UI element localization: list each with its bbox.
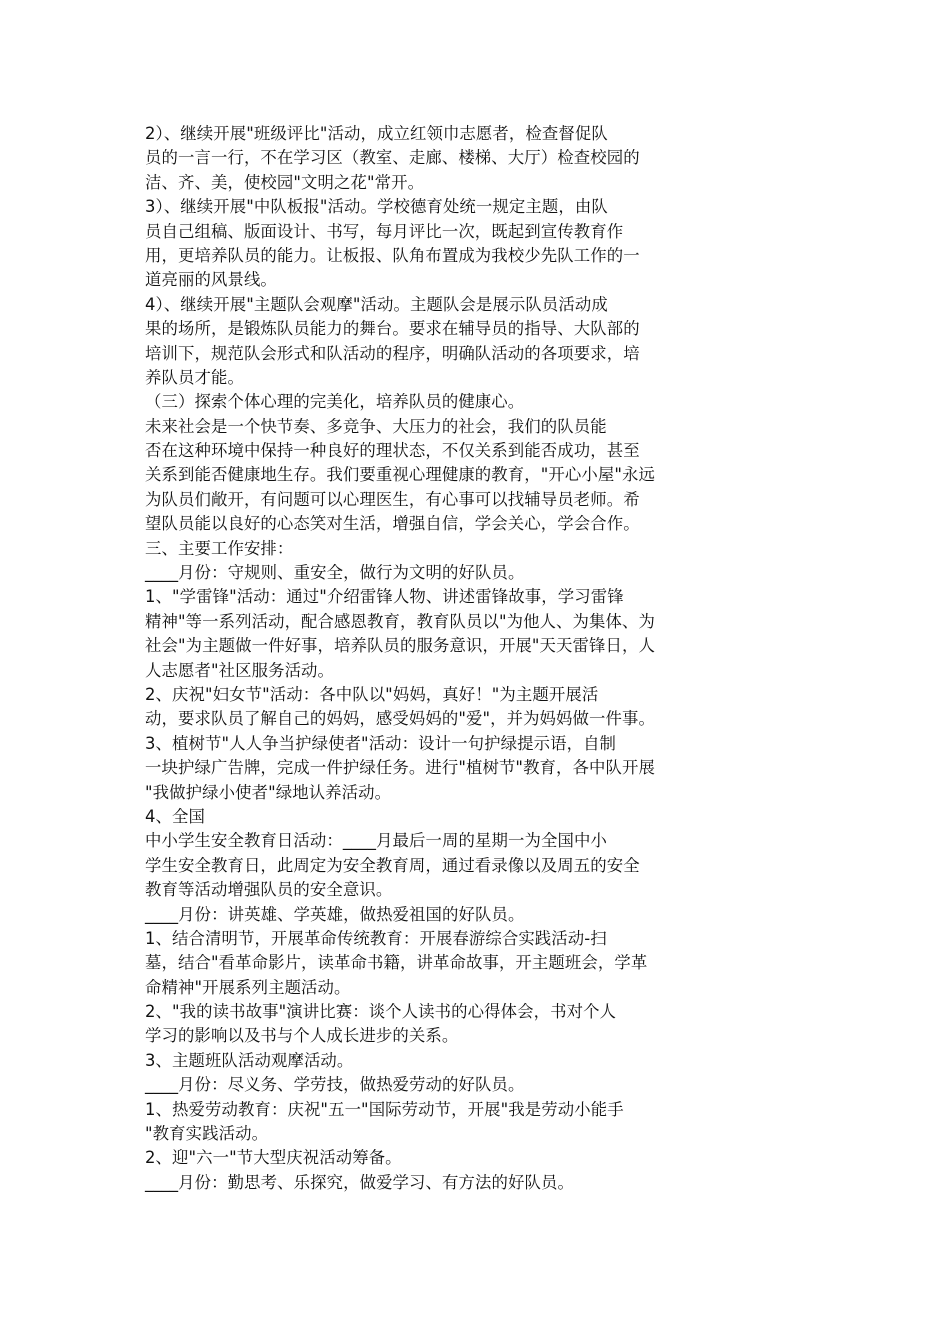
text-line: 命精神"开展系列主题活动。 (145, 977, 351, 997)
text-line: 果的场所，是锻炼队员能力的舞台。要求在辅导员的指导、大队部的 (145, 319, 640, 339)
text-line: 学生安全教育日，此周定为安全教育周，通过看录像以及周五的安全 (145, 855, 640, 875)
text-line: "我做护绿小使者"绿地认养活动。 (145, 782, 392, 802)
text-line: 1、结合清明节，开展革命传统教育：开展春游综合实践活动-扫 (145, 928, 607, 948)
text-line: 洁、齐、美，使校园"文明之花"常开。 (145, 172, 425, 192)
text-line: 墓，结合"看革命影片，读革命书籍，讲革命故事，开主题班会，学革 (145, 953, 648, 973)
text-line: 道亮丽的风景线。 (145, 270, 277, 290)
text-line: 2、"我的读书故事"演讲比赛：谈个人读书的心得体会，书对个人 (145, 1002, 617, 1022)
text-line: 用，更培养队员的能力。让板报、队角布置成为我校少先队工作的一 (145, 245, 640, 265)
text-line: 中小学生安全教育日活动：____月最后一周的星期一为全国中小 (145, 831, 607, 851)
text-line: 2、迎"六一"节大型庆祝活动筹备。 (145, 1148, 402, 1168)
text-line: 1、热爱劳动教育：庆祝"五一"国际劳动节，开展"我是劳动小能手 (145, 1099, 624, 1119)
text-line: 关系到能否健康地生存。我们要重视心理健康的教育，"开心小屋"永远 (145, 465, 655, 485)
text-line: 3）、继续开展"中队板报"活动。学校德育处统一规定主题，由队 (145, 197, 608, 217)
text-line: 3、植树节"人人争当护绿使者"活动：设计一句护绿提示语，自制 (145, 733, 617, 753)
document-body (145, 122, 755, 1195)
text-line: 一块护绿广告牌，完成一件护绿任务。进行"植树节"教育，各中队开展 (145, 758, 655, 778)
text-line: 为队员们敞开，有问题可以心理医生，有心事可以找辅导员老师。希 (145, 489, 640, 509)
text-line: 1、"学雷锋"活动：通过"介绍雷锋人物、讲述雷锋故事，学习雷锋 (145, 587, 624, 607)
text-line: 培训下，规范队会形式和队活动的程序，明确队活动的各项要求，培 (145, 343, 640, 363)
text-line: 3、主题班队活动观摩活动。 (145, 1050, 354, 1070)
text-line: 2、庆祝"妇女节"活动：各中队以"妈妈，真好！"为主题开展活 (145, 684, 599, 704)
text-line: 4）、继续开展"主题队会观摩"活动。主题队会是展示队员活动成 (145, 294, 608, 314)
text-line: "教育实践活动。 (145, 1124, 269, 1144)
month-heading: ____月份：尽义务、学劳技，做热爱劳动的好队员。 (145, 1075, 525, 1095)
text-line: 员自己组稿、版面设计、书写，每月评比一次，既起到宣传教育作 (145, 221, 624, 241)
month-heading: ____月份：讲英雄、学英雄，做热爱祖国的好队员。 (145, 904, 525, 924)
text-line: 社会"为主题做一件好事，培养队员的服务意识，开展"天天雷锋日，人 (145, 636, 655, 656)
month-heading: ____月份：勤思考、乐探究，做爱学习、有方法的好队员。 (145, 1172, 574, 1192)
text-line: 养队员才能。 (145, 367, 244, 387)
text-line: 人志愿者"社区服务活动。 (145, 660, 335, 680)
text-line: 员的一言一行，不在学习区（教室、走廊、楼梯、大厅）检查校园的 (145, 148, 640, 168)
text-line: 否在这种环境中保持一种良好的理状态，不仅关系到能否成功，甚至 (145, 441, 640, 461)
section-heading: 三、主要工作安排： (145, 538, 294, 558)
text-line: 4、全国 (145, 806, 205, 826)
text-line: 教育等活动增强队员的安全意识。 (145, 880, 393, 900)
text-line: 望队员能以良好的心态笑对生活，增强自信，学会关心，学会合作。 (145, 514, 640, 534)
text-line: 动，要求队员了解自己的妈妈，感受妈妈的"爱"，并为妈妈做一件事。 (145, 709, 655, 729)
text-line: 未来社会是一个快节奏、多竞争、大压力的社会，我们的队员能 (145, 416, 607, 436)
month-heading: ____月份：守规则、重安全，做行为文明的好队员。 (145, 563, 525, 583)
text-line: 精神"等一系列活动，配合感恩教育，教育队员以"为他人、为集体、为 (145, 611, 655, 631)
text-line: 学习的影响以及书与个人成长进步的关系。 (145, 1026, 459, 1046)
section-heading: （三）探索个体心理的完美化，培养队员的健康心。 (145, 392, 525, 412)
text-line: 2）、继续开展"班级评比"活动，成立红领巾志愿者，检查督促队 (145, 124, 608, 143)
